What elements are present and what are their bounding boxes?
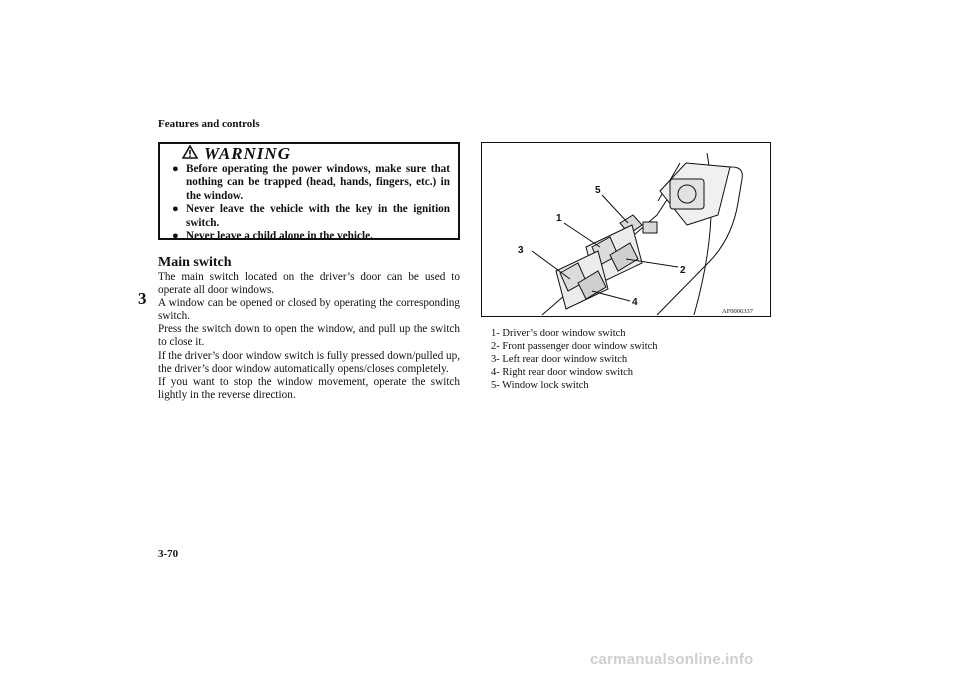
callout-line-4 [592,291,630,301]
warning-list [172,163,450,243]
legend-item: 5- Window lock switch [491,380,589,391]
figure-code: AF0006337 [722,308,754,315]
mirror-switch-knob [670,179,704,209]
callout-2: 2 [680,265,686,276]
body-paragraph: Press the switch down to open the window, and pull up the switch to close it. [158,323,460,349]
watermark-text: carmanualsonline.info [590,651,754,668]
callout-line-3 [532,251,570,279]
callout-3: 3 [518,245,524,256]
body-paragraph: A window can be opened or closed by operating the corresponding switch. [158,297,460,323]
warning-header [182,144,291,164]
page-number: 3-70 [158,548,179,560]
legend-item: 1- Driver’s door window switch [491,328,626,339]
lock-switch-button [643,222,657,233]
callout-4: 4 [632,297,638,308]
section-heading: Main switch [158,255,232,270]
figure-legend [491,327,658,392]
warning-item-text: Never leave the vehicle with the key in the ignition switch. [186,203,450,229]
window-switch-illustration [481,142,771,317]
callout-1: 1 [556,213,562,224]
legend-item: 4- Right rear door window switch [491,367,634,378]
legend-item: 2- Front passenger door window switch [491,341,658,352]
callout-line-1 [564,223,600,247]
bullet-icon: ● [172,163,179,175]
bullet-icon: ● [172,230,179,243]
warning-box [158,142,460,243]
callout-5: 5 [595,185,601,196]
warning-title: WARNING [204,144,291,163]
legend-item: 3- Left rear door window switch [491,354,628,365]
body-paragraph: If you want to stop the window movement, operate the switch lightly in the reverse direction. [158,375,460,401]
warning-item [172,163,450,203]
body-paragraph: If the driver’s door window switch is fully pressed down/pulled up, the driver’s door window automatically opens/closes completely. [158,349,460,375]
body-paragraph: The main switch located on the driver’s door can be used to operate all door windows. [158,271,460,297]
warning-triangle-icon [182,145,198,164]
bullet-icon: ● [172,203,179,216]
callout-line-5 [602,195,628,223]
warning-item [172,230,450,243]
warning-item-text: Never leave a child alone in the vehicle. [186,230,373,243]
chapter-tab: 3 [138,289,147,308]
page-header-title: Features and controls [158,118,260,130]
warning-item [172,203,450,230]
switch-panel-drawing [482,143,771,317]
warning-item-text: Before operating the power windows, make sure that nothing can be trapped (head, hands, fingers, etc.) in the window. [186,163,450,202]
section-body [158,271,460,402]
